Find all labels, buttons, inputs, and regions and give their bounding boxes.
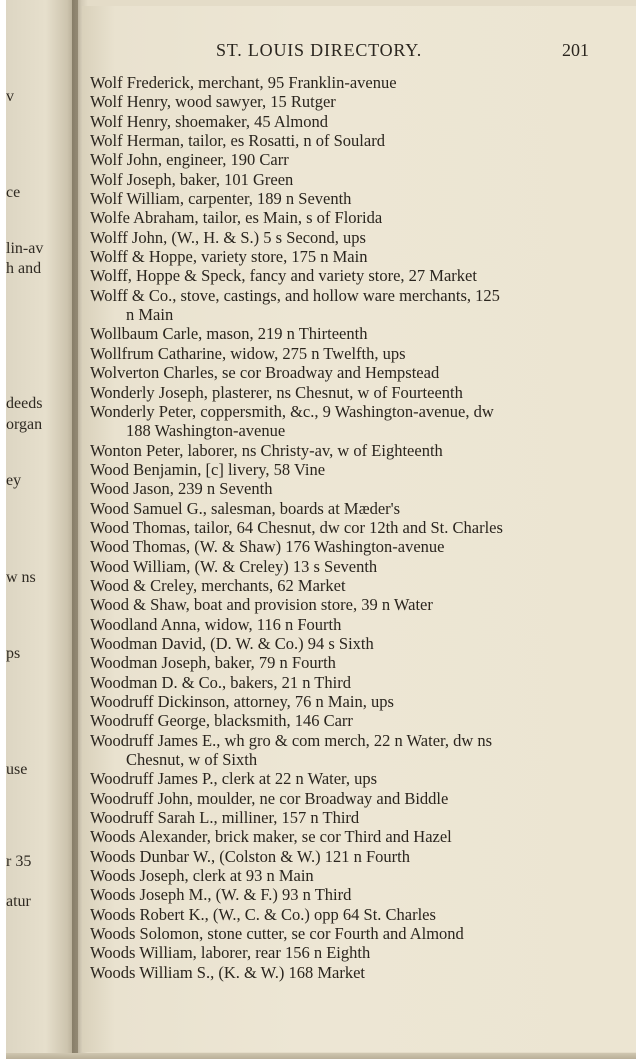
entry-text: Woods Joseph, clerk at 93 n Main xyxy=(90,866,314,886)
directory-entry xyxy=(90,383,610,402)
page-bottom-edge xyxy=(6,1053,636,1059)
entry-text: Wood William, (W. & Creley) 13 s Seventh xyxy=(90,556,378,576)
left-page-fragment: ps xyxy=(6,645,21,662)
left-page-fragment: r 35 xyxy=(6,853,32,870)
entry-text: Wolf William, carpenter, 189 n Seventh xyxy=(90,189,352,209)
directory-entry xyxy=(90,827,610,846)
entry-text: Wonton Peter, laborer, ns Christy-av, w of Eighteenth xyxy=(90,440,443,460)
entry-continuation: n Main xyxy=(126,305,174,325)
directory-entry xyxy=(90,73,610,92)
entry-text: Wolff John, (W., H. & S.) 5 s Second, ups xyxy=(90,227,366,247)
entry-text: Wolf Henry, shoemaker, 45 Almond xyxy=(90,111,328,131)
entry-text: Wood & Shaw, boat and provision store, 39 n Water xyxy=(90,595,433,615)
left-page-fragment: h and xyxy=(6,260,42,277)
directory-entries xyxy=(90,73,610,982)
entry-text: Wolf Frederick, merchant, 95 Franklin-avenue xyxy=(90,73,397,92)
directory-entry xyxy=(90,150,610,169)
directory-entry xyxy=(90,557,610,576)
directory-entry xyxy=(90,441,610,460)
directory-entry xyxy=(90,673,610,692)
entry-text: Wolf John, engineer, 190 Carr xyxy=(90,150,289,170)
left-page-fragment: use xyxy=(6,761,28,778)
left-page-fragment: organ xyxy=(6,416,43,433)
entry-text: Woodland Anna, widow, 116 n Fourth xyxy=(90,614,342,634)
entry-continuation: 188 Washington-avenue xyxy=(126,421,286,441)
entry-text: Wolf Herman, tailor, es Rosatti, n of Soulard xyxy=(90,131,385,151)
directory-entry xyxy=(90,189,610,208)
directory-entry xyxy=(90,711,610,730)
directory-entry xyxy=(90,924,610,943)
directory-entry xyxy=(90,885,610,904)
directory-entry xyxy=(90,808,610,827)
left-page-fragment: deeds xyxy=(6,395,43,412)
directory-entry xyxy=(90,615,610,634)
directory-entry xyxy=(90,228,610,247)
entry-text: Wolff, Hoppe & Speck, fancy and variety store, 27 Market xyxy=(90,266,477,286)
page-title: ST. LOUIS DIRECTORY. xyxy=(216,40,423,60)
left-page-fragment: lin-av xyxy=(6,240,44,257)
directory-entry xyxy=(90,518,610,537)
directory-entry xyxy=(90,866,610,885)
directory-entry xyxy=(90,943,610,962)
directory-entry xyxy=(90,363,610,382)
entry-text: Woods Solomon, stone cutter, se cor Fourth and Almond xyxy=(90,924,464,944)
book-scan xyxy=(6,0,636,1059)
entry-text: Wolf Henry, wood sawyer, 15 Rutger xyxy=(90,92,336,112)
left-page-fragment: ce xyxy=(6,184,21,201)
entry-text: Wood Jason, 239 n Seventh xyxy=(90,479,273,499)
directory-entry xyxy=(90,286,610,325)
directory-entry xyxy=(90,769,610,788)
entry-text: Woodruff Dickinson, attorney, 76 n Main, ups xyxy=(90,692,394,711)
directory-entry xyxy=(90,460,610,479)
left-page-fragment: atur xyxy=(6,893,31,910)
entry-text: Wolff & Co., stove, castings, and hollow ware merchants, 125 xyxy=(90,285,500,305)
directory-entry xyxy=(90,537,610,556)
entry-text: Woods Alexander, brick maker, se cor Third and Hazel xyxy=(90,827,452,847)
entry-text: Woodman David, (D. W. & Co.) 94 s Sixth xyxy=(90,633,374,653)
entry-text: Wollfrum Catharine, widow, 275 n Twelfth, ups xyxy=(90,343,406,363)
entry-text: Wood & Creley, merchants, 62 Market xyxy=(90,575,346,595)
directory-entry xyxy=(90,499,610,518)
entry-text: Wolfe Abraham, tailor, es Main, s of Florida xyxy=(90,208,383,228)
entry-text: Wollbaum Carle, mason, 219 n Thirteenth xyxy=(90,324,368,344)
entry-continuation: Chesnut, w of Sixth xyxy=(126,750,258,770)
entry-text: Woodman Joseph, baker, 79 n Fourth xyxy=(90,653,336,673)
entry-text: Woodruff James P., clerk at 22 n Water, ups xyxy=(90,769,378,789)
directory-entry xyxy=(90,479,610,498)
entry-text: Wood Benjamin, [c] livery, 58 Vine xyxy=(90,459,326,479)
entry-text: Wood Thomas, (W. & Shaw) 176 Washington-avenue xyxy=(90,537,445,557)
directory-entry xyxy=(90,131,610,150)
entry-text: Wood Thomas, tailor, 64 Chesnut, dw cor 12th and St. Charles xyxy=(90,517,503,537)
directory-entry xyxy=(90,634,610,653)
entry-text: Woods William S., (K. & W.) 168 Market xyxy=(90,962,365,982)
page-number: 201 xyxy=(562,40,589,60)
entry-text: Wolverton Charles, se cor Broadway and Hempstead xyxy=(90,363,440,383)
directory-entry xyxy=(90,789,610,808)
directory-entry xyxy=(90,247,610,266)
entry-text: Wonderly Peter, coppersmith, &c., 9 Washington-avenue, dw xyxy=(90,401,494,421)
directory-entry xyxy=(90,402,610,441)
directory-entry xyxy=(90,595,610,614)
left-page-edge xyxy=(6,0,78,1059)
directory-entry xyxy=(90,731,610,770)
entry-text: Woods William, laborer, rear 156 n Eighth xyxy=(90,943,371,963)
left-page-fragment: w ns xyxy=(6,569,36,586)
directory-entry xyxy=(90,112,610,131)
entry-text: Woods Dunbar W., (Colston & W.) 121 n Fourth xyxy=(90,846,410,866)
entry-text: Woods Joseph M., (W. & F.) 93 n Third xyxy=(90,885,352,905)
entry-text: Wonderly Joseph, plasterer, ns Chesnut, w of Fourteenth xyxy=(90,382,463,402)
directory-entry xyxy=(90,905,610,924)
entry-text: Wolf Joseph, baker, 101 Green xyxy=(90,169,294,189)
entry-text: Woodruff Sarah L., milliner, 157 n Third xyxy=(90,808,360,828)
directory-entry xyxy=(90,92,610,111)
directory-entry xyxy=(90,266,610,285)
directory-entry xyxy=(90,576,610,595)
directory-entry xyxy=(90,653,610,672)
directory-entry xyxy=(90,847,610,866)
directory-entry xyxy=(90,344,610,363)
directory-entry xyxy=(90,208,610,227)
directory-entry xyxy=(90,324,610,343)
entry-text: Wood Samuel G., salesman, boards at Mæder's xyxy=(90,498,401,518)
directory-entry xyxy=(90,963,610,982)
left-page-fragment: v xyxy=(6,88,14,105)
directory-entry xyxy=(90,170,610,189)
directory-entry xyxy=(90,692,610,711)
entry-text: Woodruff John, moulder, ne cor Broadway and Biddle xyxy=(90,788,449,808)
entry-text: Woods Robert K., (W., C. & Co.) opp 64 St. Charles xyxy=(90,904,436,924)
entry-text: Woodruff George, blacksmith, 146 Carr xyxy=(90,711,353,731)
entry-text: Woodman D. & Co., bakers, 21 n Third xyxy=(90,672,351,692)
entry-text: Woodruff James E., wh gro & com merch, 22 n Water, dw ns xyxy=(90,730,493,750)
entry-text: Wolff & Hoppe, variety store, 175 n Main xyxy=(90,247,368,267)
left-page-fragment: ey xyxy=(6,472,22,489)
